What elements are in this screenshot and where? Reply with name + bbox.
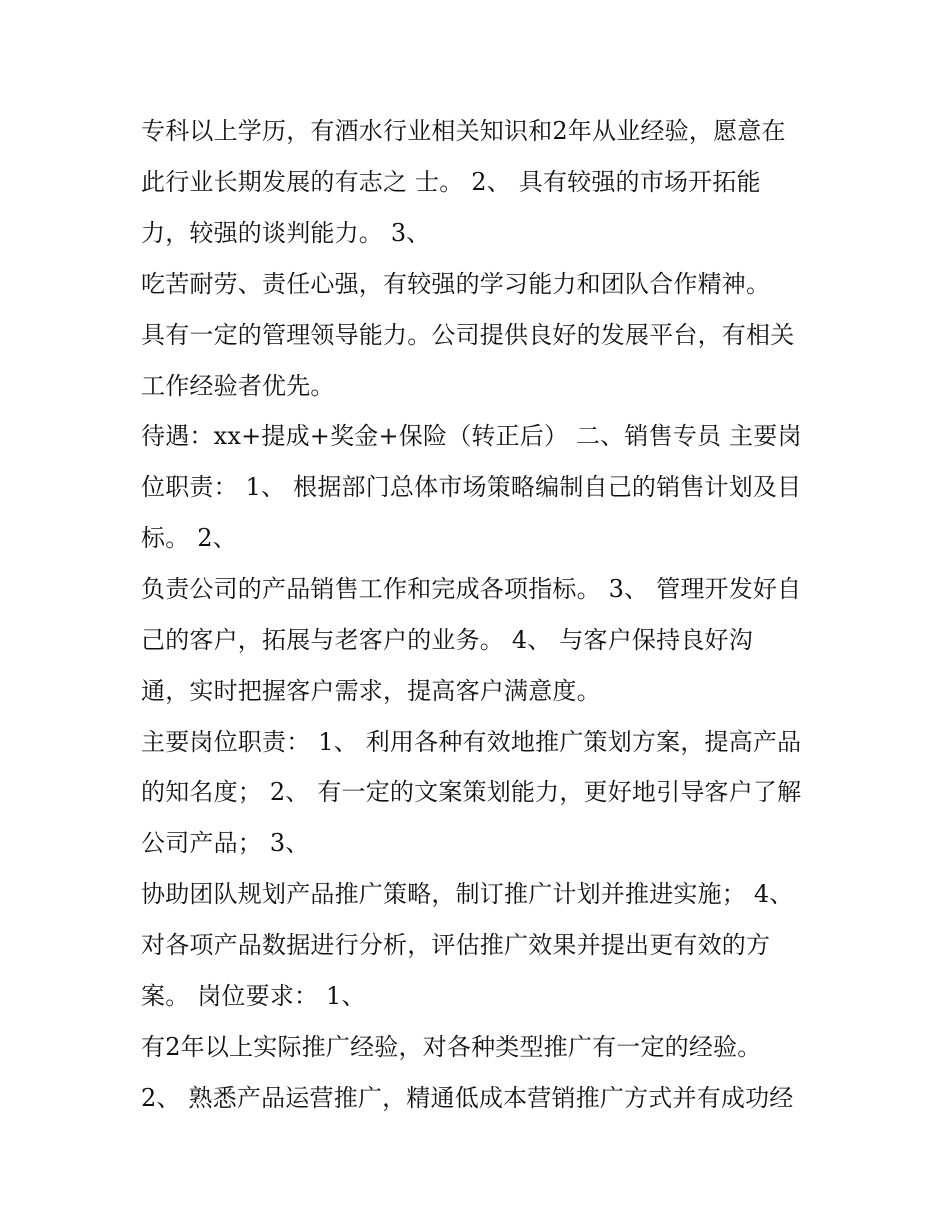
text-line: 此行业长期发展的有志之 士。 2、 具有较强的市场开拓能 (141, 168, 761, 196)
text-line: 标。 2、 (141, 524, 237, 552)
text-line: 有2年以上实际推广经验，对各种类型推广有一定的经验。 (141, 1033, 762, 1061)
text-line: 工作经验者优先。 (141, 372, 335, 400)
text-line: 己的客户，拓展与老客户的业务。 4、 与客户保持良好沟 (141, 626, 753, 654)
text-line: 具有一定的管理领导能力。公司提供良好的发展平台，有相关 (141, 321, 795, 349)
text-line: 主要岗位职责： 1、 利用各种有效地推广策划方案，提高产品 (141, 728, 802, 756)
text-line: 吃苦耐劳、责任心强，有较强的学习能力和团队合作精神。 (141, 270, 771, 298)
text-line: 协助团队规划产品推广策略，制订推广计划并推进实施； 4、 (141, 880, 794, 908)
text-line: 对各项产品数据进行分析，评估推广效果并提出更有效的方 (141, 931, 771, 959)
text-line: 待遇：xx+提成+奖金+保险（转正后） 二、销售专员 主要岗 (141, 422, 802, 450)
text-line: 位职责： 1、 根据部门总体市场策略编制自己的销售计划及目 (141, 473, 802, 501)
text-line: 的知名度； 2、 有一定的文案策划能力，更好地引导客户了解 (141, 778, 802, 806)
text-line: 负责公司的产品销售工作和完成各项指标。 3、 管理开发好自 (141, 575, 802, 603)
text-line: 2、 熟悉产品运营推广，精通低成本营销推广方式并有成功经 (141, 1084, 794, 1112)
text-line: 专科以上学历，有酒水行业相关知识和2年从业经验，愿意在 (141, 117, 786, 145)
text-line: 案。 岗位要求： 1、 (141, 982, 366, 1010)
text-line: 力，较强的谈判能力。 3、 (141, 219, 431, 247)
text-line: 公司产品； 3、 (141, 829, 310, 857)
text-line: 通，实时把握客户需求，提高客户满意度。 (141, 677, 601, 705)
